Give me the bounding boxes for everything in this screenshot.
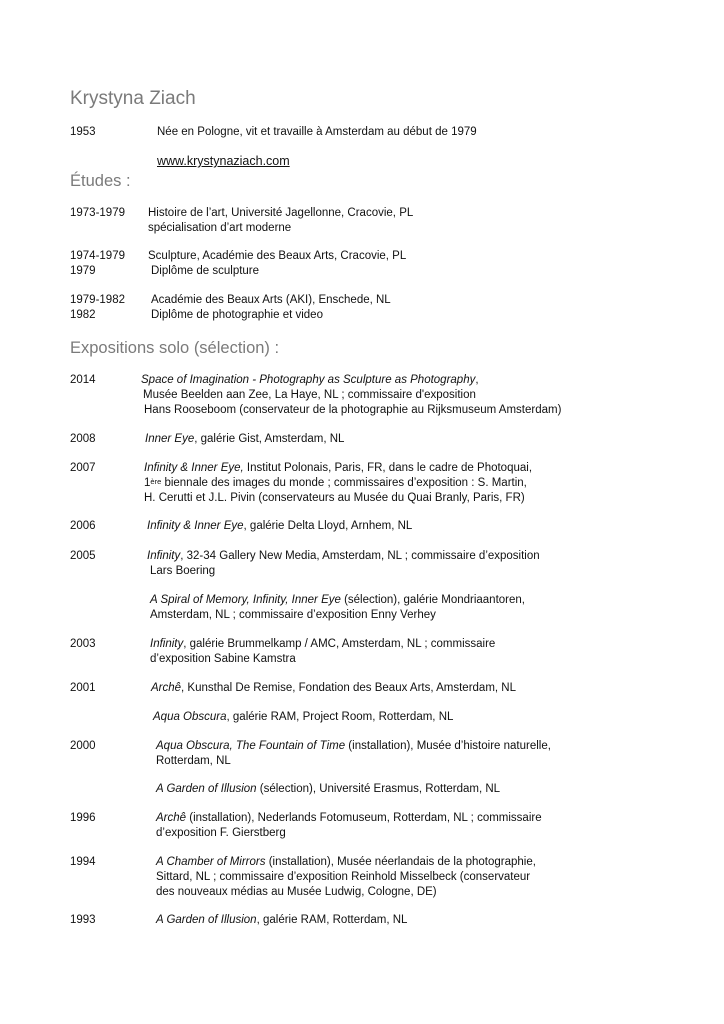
exhibition-entry: A Spiral of Memory, Infinity, Inner Eye (sélection), galérie Mondriaantoren, Amsterdam, NL ; commissaire d’exposition Enny Verhey [150, 594, 525, 621]
exhibition-title: A Spiral of Memory, Infinity, Inner Eye [150, 594, 341, 606]
education-year: 1973-1979 [70, 207, 125, 219]
exhibition-year: 2014 [70, 374, 96, 386]
exhibition-entry: A Garden of Illusion, galérie RAM, Rotterdam, NL [156, 914, 408, 926]
exhibition-title: A Chamber of Mirrors [156, 856, 266, 868]
exhibition-title: Aqua Obscura [153, 711, 227, 723]
exhibition-entry: A Garden of Illusion (sélection), Université Erasmus, Rotterdam, NL [156, 783, 501, 795]
exhibitions-heading: Expositions solo (sélection) : [70, 339, 280, 357]
exhibition-entry: Infinity & Inner Eye, Institut Polonais, Paris, FR, dans le cadre de Photoquai, 1ère biennale des images du monde ; commissaires d’exposition : S. Martin, H. Cerutti et J.L. Pivin (conservateurs au Musée du Quai Branly, Paris, FR) [144, 462, 533, 504]
exhibition-title: A Garden of Illusion [156, 914, 257, 926]
education-year: 1979-1982 [70, 294, 125, 306]
exhibition-year: 2005 [70, 550, 96, 562]
education-entry [148, 206, 413, 236]
exhibition-entry: Infinity, 32-34 Gallery New Media, Amsterdam, NL ; commissaire d’exposition Lars Boering [147, 550, 540, 577]
exhibition-title: Infinity [150, 638, 184, 650]
education-text: Diplôme de sculpture [151, 265, 260, 277]
exhibition-entry: Inner Eye, galérie Gist, Amsterdam, NL [145, 433, 345, 445]
education-year: 1979 [70, 265, 96, 277]
exhibition-entry: Archê (installation), Nederlands Fotomuseum, Rotterdam, NL ; commissaire d’exposition F. Gierstberg [156, 812, 542, 839]
exhibition-year: 2007 [70, 462, 96, 474]
exhibition-entry: Archê, Kunsthal De Remise, Fondation des Beaux Arts, Amsterdam, NL [151, 682, 516, 694]
exhibition-entry: Infinity & Inner Eye, galérie Delta Lloyd, Arnhem, NL [147, 520, 413, 532]
exhibition-year: 1996 [70, 812, 96, 824]
exhibition-year: 2001 [70, 682, 96, 694]
exhibition-year: 2008 [70, 433, 96, 445]
birth-year: 1953 [70, 126, 96, 138]
exhibition-year: 2006 [70, 520, 96, 532]
exhibition-title: Inner Eye [145, 433, 195, 445]
exhibition-year: 1993 [70, 914, 96, 926]
birth-text: Née en Pologne, vit et travaille à Amsterdam au début de 1979 [157, 126, 477, 138]
exhibition-title: Infinity [147, 550, 181, 562]
education-text: Diplôme de photographie et video [151, 309, 323, 321]
website-link[interactable]: www.krystynaziach.com [157, 154, 290, 168]
exhibition-entry: Infinity, galérie Brummelkamp / AMC, Amsterdam, NL ; commissaire d’exposition Sabine Kamstra [150, 638, 496, 665]
education-text: Histoire de l’art, Université Jagellonne, Cracovie, PL [148, 207, 414, 219]
exhibition-entry: Aqua Obscura, The Fountain of Time (installation), Musée d’histoire naturelle, Rotterdam, NL [156, 740, 551, 767]
exhibition-entry: A Chamber of Mirrors (installation), Musée néerlandais de la photographie, Sittard, NL ; commissaire d’exposition Reinhold Misselbeck (conservateur des nouveaux médias au Musée Ludwig, Cologne, DE) [156, 856, 536, 898]
education-text: Académie des Beaux Arts (AKI), Enschede, NL [151, 294, 391, 306]
exhibition-title: Infinity & Inner Eye [147, 520, 244, 532]
exhibition-title: Archê [151, 682, 182, 694]
exhibition-title: Archê [156, 812, 187, 824]
exhibition-title: Aqua Obscura, The Fountain of Time [156, 740, 346, 752]
education-year: 1982 [70, 309, 96, 321]
exhibition-year: 1994 [70, 856, 96, 868]
exhibition-title: Space of Imagination - Photography as Sculpture as Photography [141, 374, 476, 386]
education-year: 1974-1979 [70, 250, 125, 262]
cv-name: Krystyna Ziach [70, 88, 196, 109]
exhibition-entry: Aqua Obscura, galérie RAM, Project Room, Rotterdam, NL [153, 711, 454, 723]
exhibition-year: 2000 [70, 740, 96, 752]
exhibition-title: Infinity & Inner Eye, [144, 462, 244, 474]
exhibition-title: A Garden of Illusion [156, 783, 257, 795]
exhibition-entry: Space of Imagination - Photography as Sculpture as Photography, Musée Beelden aan Zee, La Haye, NL ; commissaire d'exposition Hans Rooseboom (conservateur de la photographie au Rijksmuseum Amsterdam) [141, 374, 562, 416]
exhibition-year: 2003 [70, 638, 96, 650]
education-text: Sculpture, Académie des Beaux Arts, Cracovie, PL [148, 250, 407, 262]
education-text: spécialisation d’art moderne [148, 222, 292, 234]
education-heading: Études : [70, 172, 131, 190]
